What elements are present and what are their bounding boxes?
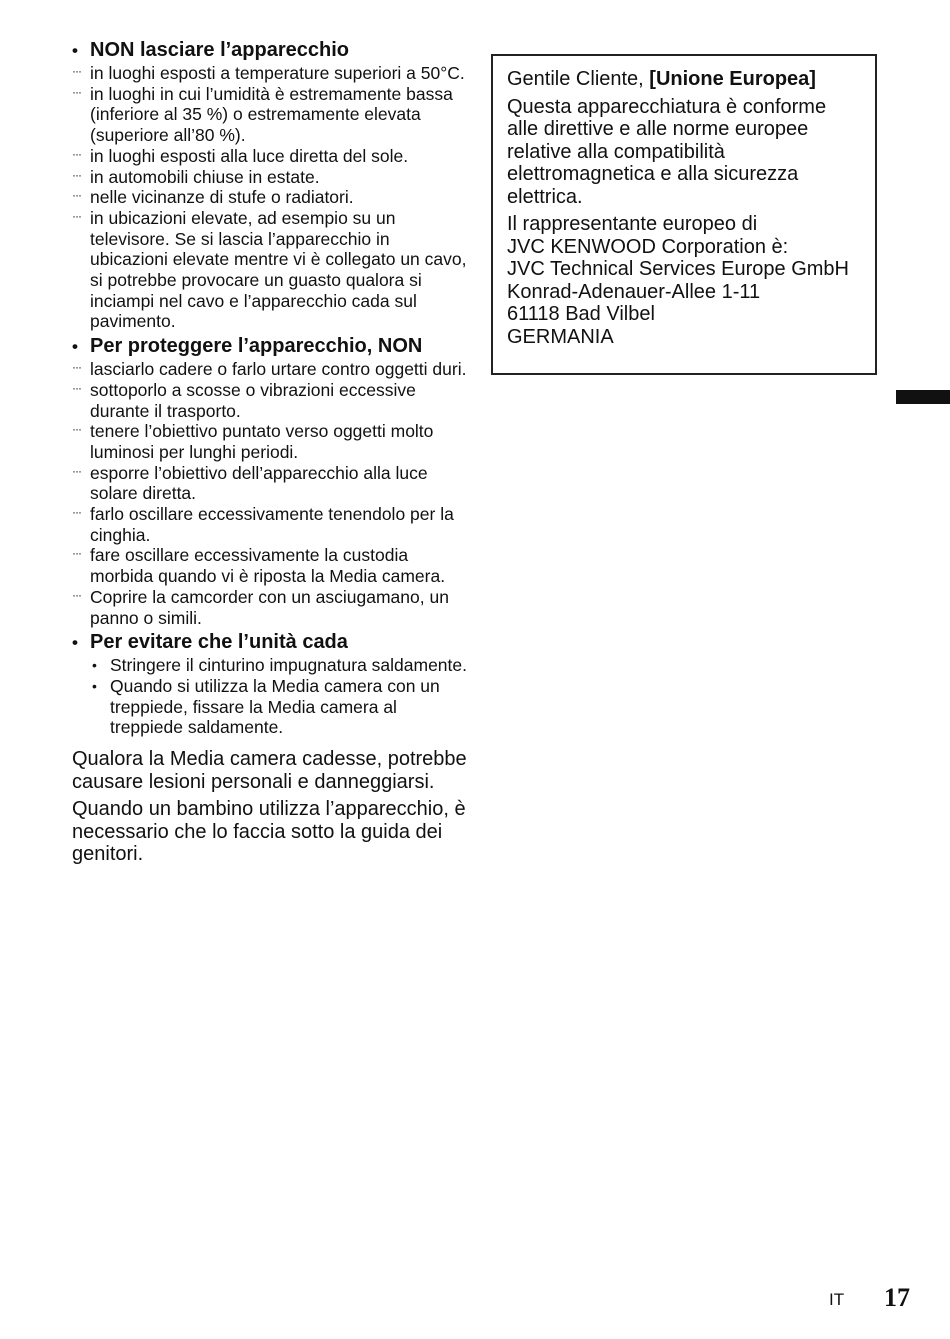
list-item: ··· farlo oscillare eccessivamente tenendolo per la cinghia. [72,504,454,545]
ellipsis-icon: ··· [72,146,81,161]
bullet-icon: • [92,657,97,674]
conformity-text: Questa apparecchiatura è conforme alle direttive e alle norme europee relative alla compatibilità elettromagnetica e alla sicurezza elettrica. [507,95,827,208]
language-code: IT [829,1290,845,1309]
list-item: ··· nelle vicinanze di stufe o radiatori. [72,187,354,208]
page-number: 17 [884,1283,910,1312]
non-lasciare-list [72,63,472,332]
section-tab-marker [896,390,950,404]
list-item: ··· in ubicazioni elevate, ad esempio su un televisore. Se si lascia l’apparecchio in ubicazioni elevate mentre vi è collegato un cavo, si potrebbe provocare un guasto qualora si inciampi nel cavo e l’apparecchio cada sul pavimento. [72,207,467,332]
left-column [72,40,472,871]
proteggere-list [72,359,472,628]
ellipsis-icon: ··· [72,64,81,78]
fall-warning-paragraph: Qualora la Media camera cadesse, potrebbe causare lesioni personali e danneggiarsi. [72,748,467,793]
ellipsis-icon: ··· [72,188,81,203]
ellipsis-icon: ··· [72,587,81,602]
ellipsis-icon: ··· [72,167,81,182]
representative-block: Il rappresentante europeo di JVC KENWOOD Corporation è: JVC Technical Services Europe GmbH Konrad-Adenauer-Allee 1-11 61118 Bad Vilbel GERMANIA [507,213,849,348]
list-item: ··· in luoghi esposti a temperature superiori a 50°C. [72,63,465,83]
section-heading-non-lasciare: • NON lasciare l’apparecchio [72,39,350,61]
child-supervision-paragraph: Quando un bambino utilizza l’apparecchio, è necessario che lo faccia sotto la guida dei genitori. [72,798,466,866]
ellipsis-icon: ··· [72,380,81,395]
list-item: ··· in luoghi in cui l’umidità è estremamente bassa (inferiore al 35 %) o estremamente elevata (superiore all’80 %). [72,83,453,146]
bullet-icon: • [72,41,78,60]
list-item: ··· in automobili chiuse in estate. [72,166,320,187]
eu-notice-box [491,54,877,375]
evitare-cada-list [72,655,472,738]
list-item: ··· fare oscillare eccessivamente la custodia morbida quando vi è riposta la Media camera. [72,545,446,587]
bullet-icon: • [92,677,97,694]
ellipsis-icon: ··· [72,422,81,437]
ellipsis-icon: ··· [72,208,81,223]
list-item: • Stringere il cinturino impugnatura saldamente. [92,655,467,676]
ellipsis-icon: ··· [72,360,81,375]
section-heading-proteggere: • Per proteggere l’apparecchio, NON [72,335,423,358]
list-item: ··· in luoghi esposti alla luce diretta del sole. [72,145,409,166]
list-item: • Quando si utilizza la Media camera con un treppiede, fissare la Media camera al treppiede saldamente. [92,675,440,738]
ellipsis-icon: ··· [72,463,81,478]
ellipsis-icon: ··· [72,84,81,99]
list-item: ··· esporre l’obiettivo dell’apparecchio alla luce solare diretta. [72,462,428,504]
list-item: ··· Coprire la camcorder con un asciugamano, un panno o simili. [72,586,449,628]
bullet-icon: • [72,337,78,357]
ellipsis-icon: ··· [72,505,81,520]
ellipsis-icon: ··· [72,546,81,561]
list-item: ··· tenere l’obiettivo puntato verso oggetti molto luminosi per lunghi periodi. [72,421,434,462]
bullet-icon: • [72,633,78,653]
section-heading-evitare-cada: • Per evitare che l’unità cada [72,631,348,654]
greeting-line: Gentile Cliente, [Unione Europea] [507,68,816,90]
list-item: ··· lasciarlo cadere o farlo urtare contro oggetti duri. [72,359,467,380]
list-item: ··· sottoporlo a scosse o vibrazioni eccessive durante il trasporto. [72,379,416,421]
